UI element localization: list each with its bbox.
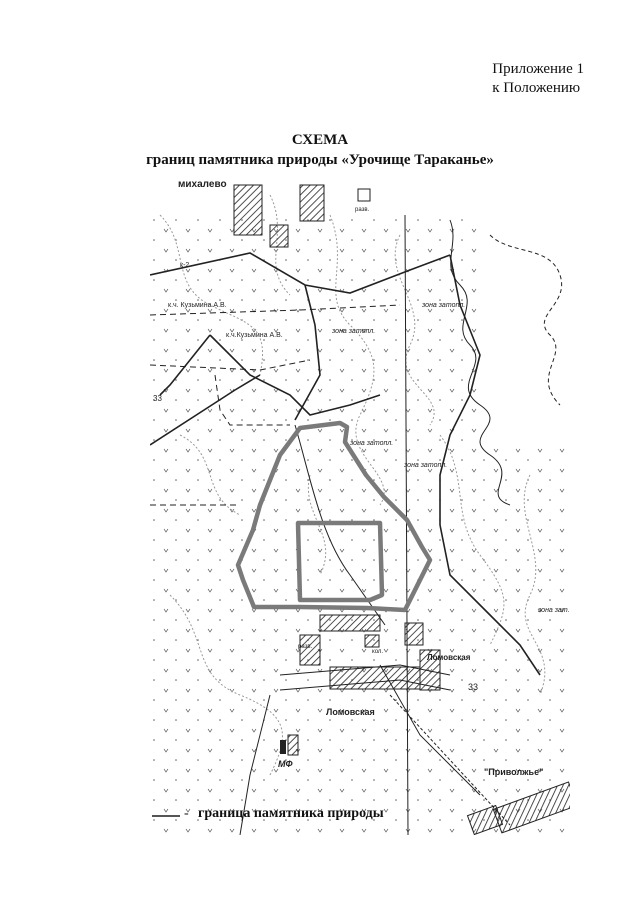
label-road-33-right: 33 xyxy=(468,682,479,692)
label-mikhalevo: михалево xyxy=(178,179,227,190)
label-flood-zone-1: зона затопл. xyxy=(422,302,466,309)
label-razv-2: разв. xyxy=(298,644,313,650)
label-kuzmina-1: к.ч. Кузьмина А.В. xyxy=(168,302,227,309)
label-flood-zone-4: зона затопл. xyxy=(404,462,448,469)
label-flood-zone-5: зона зат. xyxy=(538,607,570,614)
legend-label: граница памятника природы xyxy=(198,806,384,821)
appendix-line-1: Приложение 1 xyxy=(492,61,584,77)
label-kuzmina-2: к.ч.Кузьмина А.В. xyxy=(226,332,283,339)
label-kol: кол. xyxy=(372,649,384,655)
legend-line-sample xyxy=(152,815,180,817)
appendix-line-2: к Положению xyxy=(492,80,581,96)
title-line-2: границ памятника природы «Урочище Тараканье» xyxy=(146,152,494,168)
label-flood-zone-3: зона затопл. xyxy=(350,440,394,447)
appendix-note xyxy=(492,60,584,98)
map-title xyxy=(0,130,640,170)
label-razv-1: разв. xyxy=(355,207,370,213)
label-kv2: к-2 xyxy=(180,262,190,269)
label-lomovskaya-1: Ломовская xyxy=(427,653,471,662)
label-privolzhe: "Приволжье" xyxy=(484,767,544,777)
label-mf: МФ xyxy=(278,759,293,769)
title-line-1: СХЕМА xyxy=(291,132,349,148)
legend-dash: - xyxy=(184,806,189,821)
legend xyxy=(152,806,452,824)
label-flood-zone-2: зона затопл. xyxy=(332,328,376,335)
boundary-map xyxy=(150,175,570,835)
water-area xyxy=(480,215,570,445)
label-road-33-left: 33 xyxy=(153,394,162,403)
label-lomovskaya-2: Ломовская xyxy=(326,707,375,717)
